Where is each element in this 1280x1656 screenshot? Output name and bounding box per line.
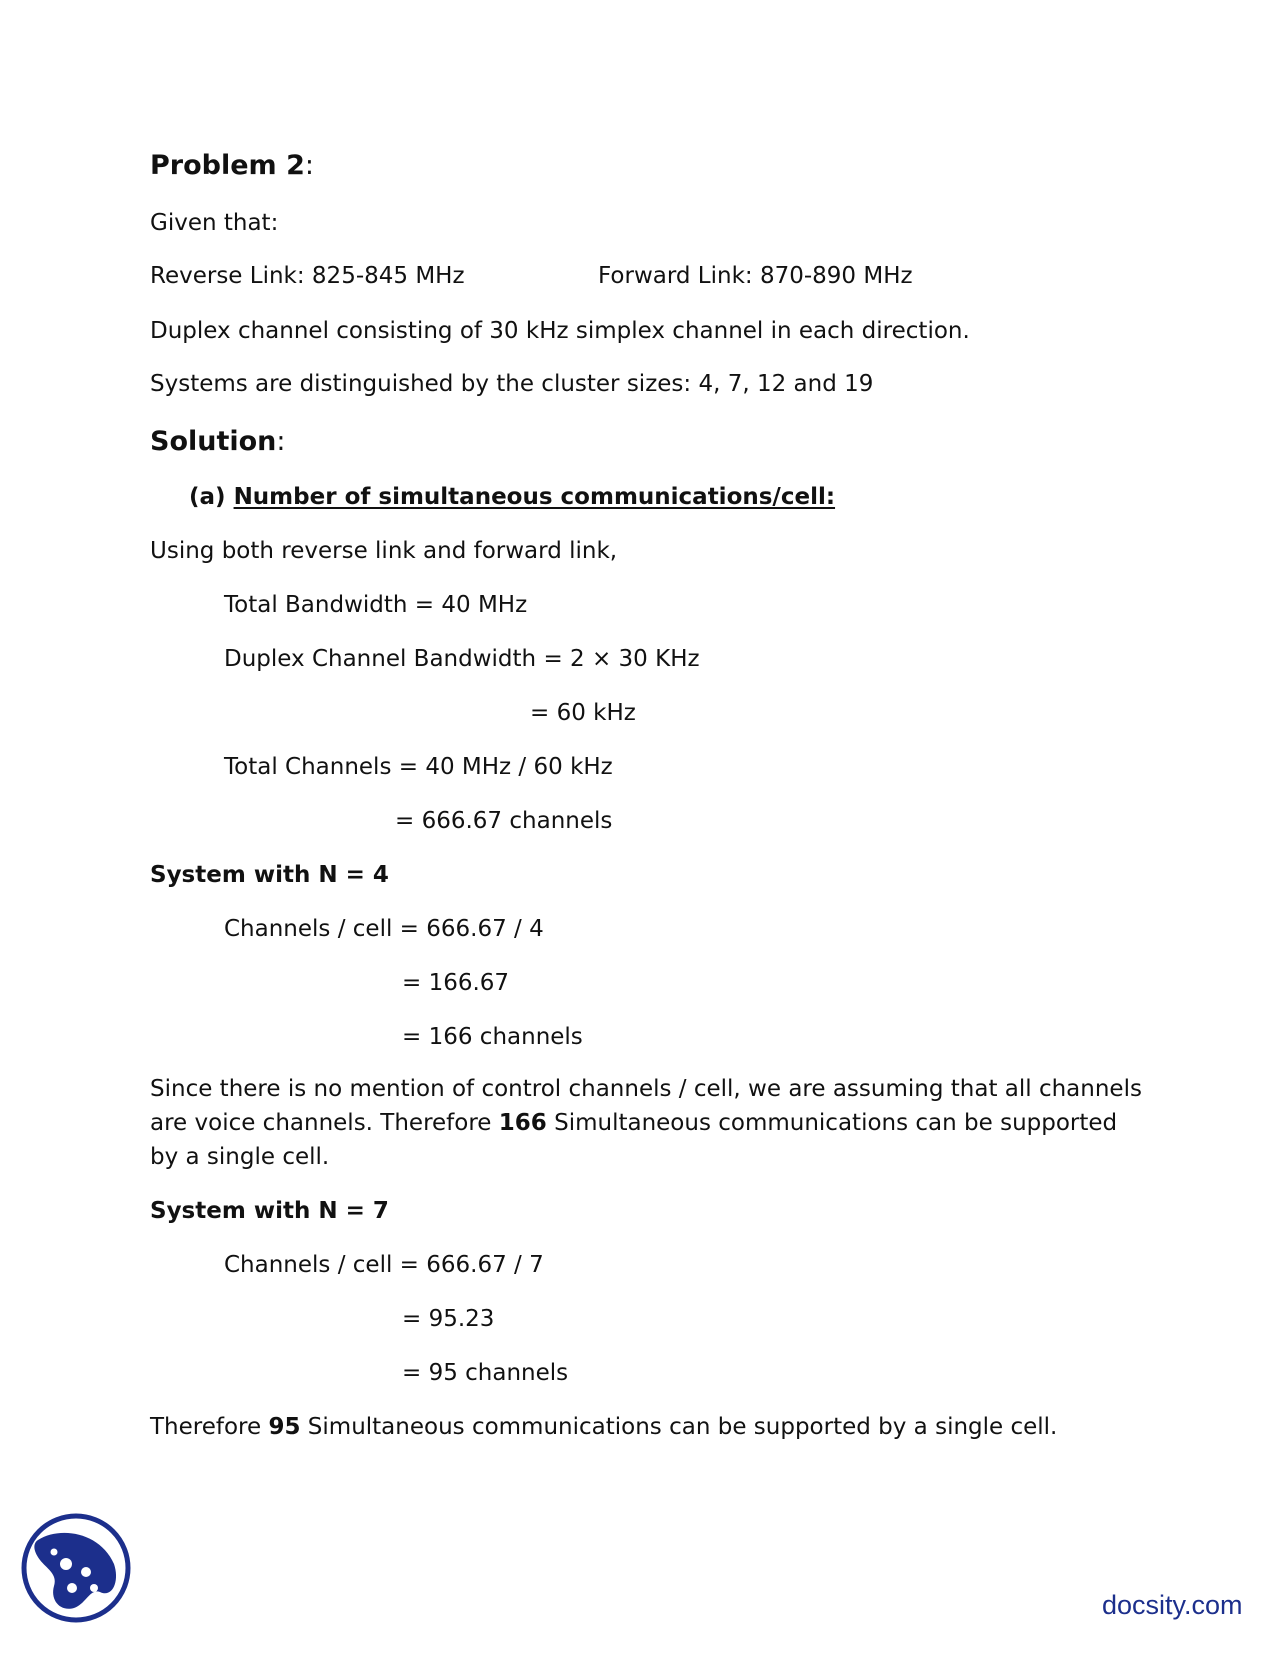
n4-step-2: = 166 channels xyxy=(402,1024,583,1050)
n4-conclusion xyxy=(150,1072,1150,1174)
solution-colon: : xyxy=(276,426,286,457)
docsity-logo-icon xyxy=(20,1512,132,1624)
total-channels: Total Channels = 40 MHz / 60 kHz xyxy=(224,754,613,780)
n4-step-1: = 166.67 xyxy=(402,970,510,996)
n7-conclusion-text-b: Simultaneous communications can be supported by a single cell. xyxy=(300,1414,1058,1440)
n7-step-2: = 95 channels xyxy=(402,1360,569,1386)
n7-step-1: = 95.23 xyxy=(402,1306,495,1332)
n7-conclusion-value: 95 xyxy=(268,1414,301,1440)
docsity-brand[interactable]: docsity.com xyxy=(1102,1590,1243,1620)
reverse-link: Reverse Link: 825-845 MHz xyxy=(150,263,465,289)
n7-conclusion xyxy=(150,1416,1057,1439)
problem-title: Problem 2 xyxy=(150,150,305,181)
n4-conclusion-text-b: Simultaneous communications can be supported by a single cell. xyxy=(150,1110,1118,1170)
n4-calculation: Channels / cell = 666.67 / 4 xyxy=(224,916,544,942)
duplex-description: Duplex channel consisting of 30 kHz simplex channel in each direction. xyxy=(150,318,970,344)
solution-heading xyxy=(150,428,286,455)
part-a-title: Number of simultaneous communications/cell: xyxy=(233,484,836,510)
duplex-channel-bandwidth: Duplex Channel Bandwidth = 2 × 30 KHz xyxy=(224,646,700,672)
solution-title: Solution xyxy=(150,426,277,457)
n7-heading: System with N = 7 xyxy=(150,1198,389,1224)
part-a-heading xyxy=(189,486,835,509)
total-channels-result: = 666.67 channels xyxy=(395,808,613,834)
using-both-links: Using both reverse link and forward link, xyxy=(150,538,618,564)
cluster-sizes: Systems are distinguished by the cluster sizes: 4, 7, 12 and 19 xyxy=(150,371,874,397)
n7-calculation: Channels / cell = 666.67 / 7 xyxy=(224,1252,544,1278)
n7-conclusion-text-a: Therefore xyxy=(150,1414,269,1440)
problem-colon: : xyxy=(304,150,314,181)
given-intro: Given that: xyxy=(150,210,279,236)
duplex-bandwidth-result: = 60 kHz xyxy=(530,700,636,726)
forward-link: Forward Link: 870-890 MHz xyxy=(598,263,913,289)
n4-conclusion-value: 166 xyxy=(498,1110,547,1136)
n4-conclusion-text-a: Since there is no mention of control channels / cell, we are assuming that all channels are voice channels. Therefore xyxy=(150,1076,1142,1136)
part-a-label: (a) xyxy=(189,484,226,510)
problem-heading xyxy=(150,152,314,179)
total-bandwidth: Total Bandwidth = 40 MHz xyxy=(224,592,528,618)
n4-heading: System with N = 4 xyxy=(150,862,389,888)
